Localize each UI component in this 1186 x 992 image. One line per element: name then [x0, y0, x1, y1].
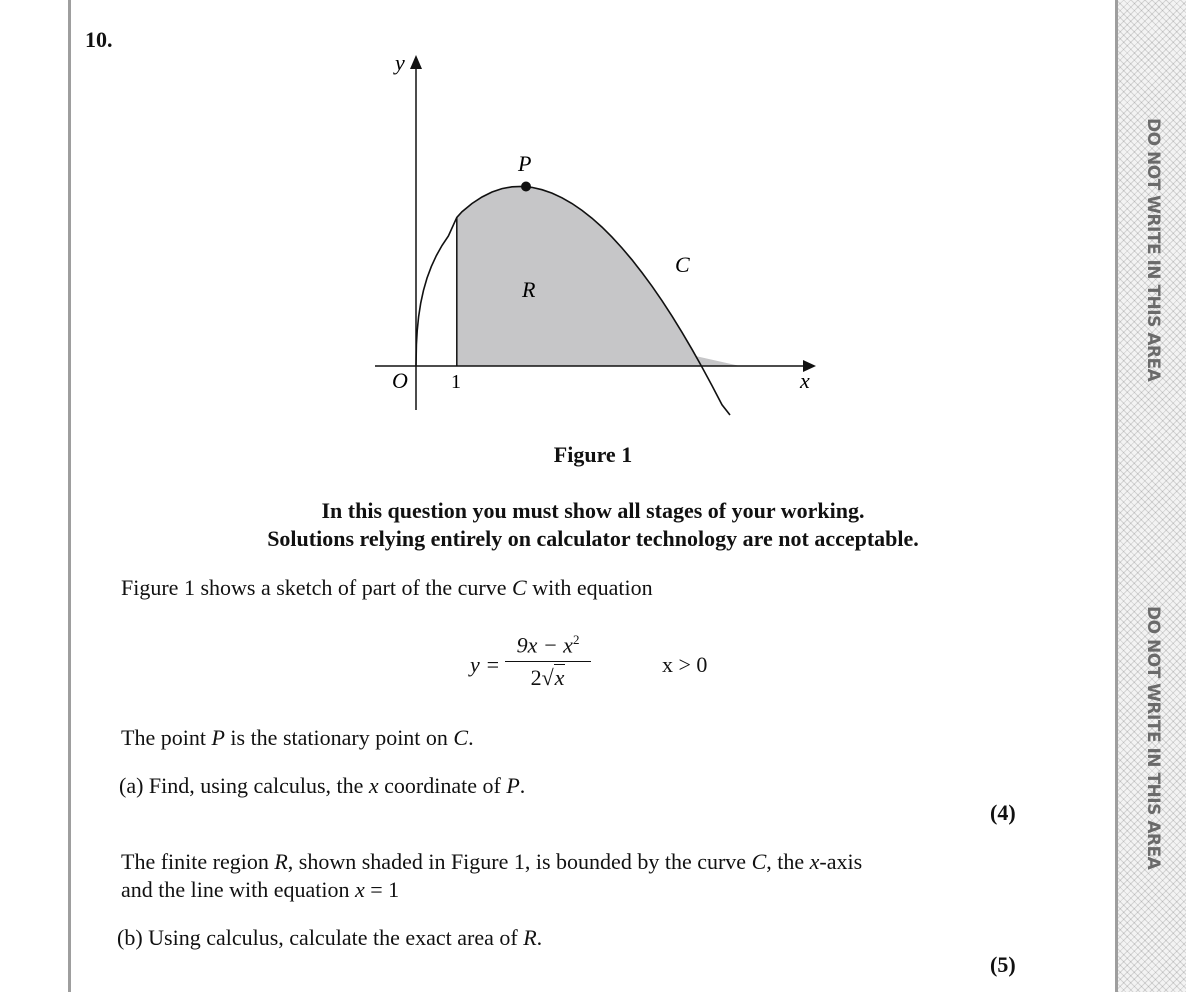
- equation-numerator: $9x - x^2$: [516, 632, 580, 658]
- equation-lhs: y =: [470, 652, 501, 677]
- figure-1: [360, 40, 830, 430]
- equation-denominator: 2√x: [530, 665, 565, 691]
- y-axis-label: y: [395, 50, 405, 75]
- equation-condition: x > 0: [662, 652, 708, 677]
- origin-label: O: [392, 368, 408, 393]
- y-axis-arrow: [410, 55, 422, 69]
- part-b-marks: (5): [990, 952, 1016, 977]
- shaded-region: [457, 186, 740, 366]
- curve-c-label: C: [675, 252, 690, 277]
- x-one-label: 1: [451, 371, 461, 393]
- stationary-point-text: The point P is the stationary point on C.: [121, 725, 474, 750]
- question-number: 10.: [85, 27, 113, 52]
- fraction-bar: [505, 661, 591, 662]
- point-p-dot: [521, 182, 531, 192]
- left-border: [68, 0, 71, 992]
- part-a-text: (a) Find, using calculus, the x coordinate of P.: [119, 773, 526, 798]
- equation-fraction: [505, 632, 591, 691]
- region-description: The finite region R, shown shaded in Figure 1, is bounded by the curve C, the x-axis and the line with equation x = 1: [121, 849, 863, 902]
- point-p-label: P: [518, 151, 532, 176]
- part-a-marks: (4): [990, 800, 1016, 825]
- part-b-text: (b) Using calculus, calculate the exact area of R.: [117, 925, 543, 950]
- instruction-line-1: In this question you must show all stages of your working.: [321, 498, 865, 523]
- instruction-line-2: Solutions relying entirely on calculator technology are not acceptable.: [267, 526, 919, 551]
- region-r-label: R: [522, 277, 536, 302]
- intro-text: Figure 1 shows a sketch of part of the curve C with equation: [121, 575, 653, 600]
- margin-note-bottom: DO NOT WRITE IN THIS AREA: [1143, 606, 1163, 870]
- x-axis-label: x: [800, 368, 810, 393]
- figure-caption: Figure 1: [553, 442, 633, 467]
- margin-note-top: DO NOT WRITE IN THIS AREA: [1143, 118, 1163, 382]
